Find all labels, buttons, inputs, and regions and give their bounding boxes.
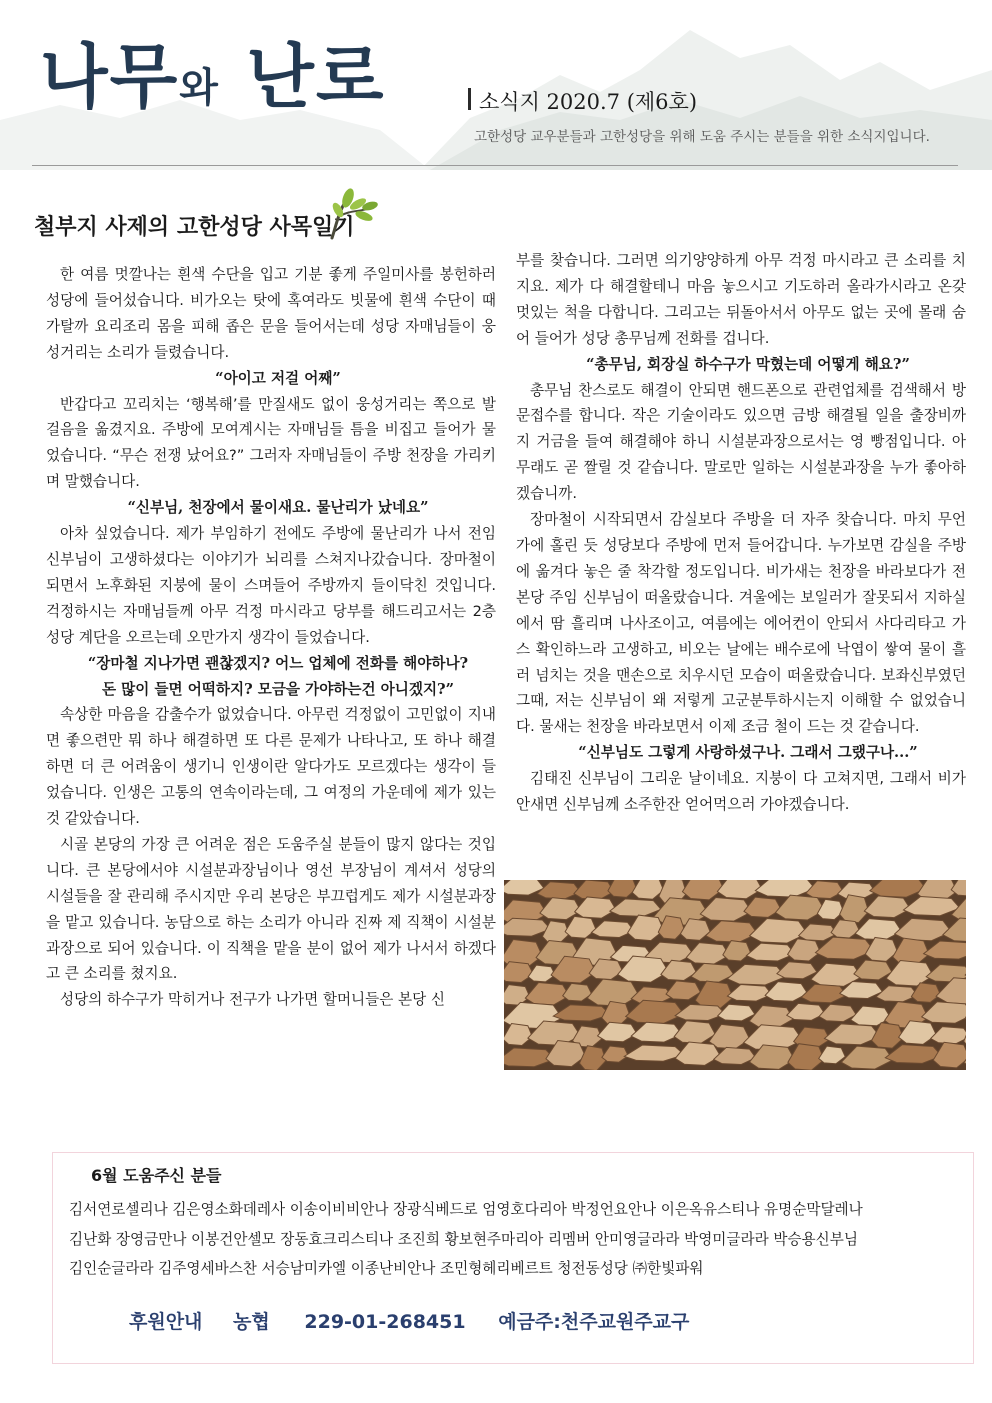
woodpile-photo: [504, 880, 966, 1070]
article-paragraph: 속상한 마음을 감출수가 없었습니다. 아무런 걱정없이 고민없이 지내면 좋으련만 뭐 하나 해결하면 또 다른 문제가 나타나고, 또 하나 해결하면 더 큰 어려움이 생기니 인생이란 알다가도 모르겠다는 생각이 들었습니다. 인생은 고통의 연속이라는데, 그 여정의 가운데에 제가 있는 것 같았습니다.: [46, 706, 496, 828]
donors-box: [52, 1152, 974, 1364]
support-account-holder: 예금주:천주교원주교구: [498, 1311, 690, 1333]
support-bank: 농협: [233, 1311, 270, 1333]
newsletter-title: [40, 36, 386, 118]
article-paragraph: 아차 싶었습니다. 제가 부임하기 전에도 주방에 물난리가 나서 전임 신부님이 고생하셨다는 이야기가 뇌리를 스쳐지나갔습니다. 장마철이 되면서 노후화된 지붕에 물이 스며들어 주방까지 들이닥친 것입니다. 걱정하시는 자매님들께 아무 걱정 마시라고 당부를 해드리고서는 2층 성당 계단을 오르는데 오만가지 생각이 들었습니다.: [46, 525, 496, 646]
issue-divider: [468, 88, 471, 110]
article-paragraph: 성당의 하수구가 막히거나 전구가 나가면 할머니들은 본당 신: [60, 991, 445, 1009]
support-account-number: 229-01-268451: [304, 1311, 466, 1333]
article-quote: “장마철 지나가면 괜찮겠지? 어느 업체에 전화를 해야하나?: [87, 654, 469, 672]
title-word-stove: 난로: [246, 36, 386, 118]
article-paragraph: 김태진 신부님이 그리운 날이네요. 지붕이 다 고쳐지면, 그래서 비가 안새면 신부님께 소주한잔 얻어먹으러 가야겠습니다.: [516, 770, 966, 814]
support-label: 후원안내: [129, 1311, 203, 1333]
article-quote: “신부님도 그렇게 사랑하셨구나. 그래서 그랬구나...”: [578, 744, 918, 762]
newsletter-subtitle: 고한성당 교우분들과 고한성당을 위해 도움 주시는 분들을 위한 소식지입니다.: [474, 129, 930, 145]
donor-list-line: 김난화 장영금만나 이봉건안셀모 장동효크리스티나 조진희 황보현주마리아 리멤버 안미영글라라 박영미글라라 박승용신부님: [69, 1231, 858, 1248]
header-rule: [32, 165, 958, 166]
article-paragraph: 한 여름 멋깔나는 흰색 수단을 입고 기분 좋게 주일미사를 봉헌하러 성당에 들어섰습니다. 비가오는 탓에 혹여라도 빗물에 흰색 수단이 때가탈까 요리조리 몸을 피해 좁은 문을 들어서는데 성당 자매님들이 웅성거리는 소리가 들렸습니다.: [46, 266, 496, 361]
title-word-tree: 나무: [40, 36, 180, 118]
article-paragraph: 총무님 찬스로도 해결이 안되면 핸드폰으로 관련업체를 검색해서 방문접수를 합니다. 작은 기술이라도 있으면 금방 해결될 일을 출장비까지 거금을 들여 해결해야 하니 시설분과장으로서는 영 빵점입니다. 아무래도 곧 짤릴 것 같습니다. 말로만 일하는 시설분과장을 누가 좋아하겠습니까.: [516, 381, 966, 503]
article-paragraph: 반갑다고 꼬리치는 ‘행복해’를 만질새도 없이 웅성거리는 쪽으로 발걸음을 옮겼지요. 주방에 모여계시는 자매님들 틈을 비집고 들어가 물었습니다. “무슨 전쟁 났어요?” 그러자 자매님들이 주방 천장을 가리키며 말했습니다.: [46, 395, 496, 491]
article-paragraph: 부를 찾습니다. 그러면 의기양양하게 아무 걱정 마시라고 큰 소리를 치지요. 제가 다 해결할테니 마음 놓으시고 기도하러 올라가시라고 온갖 멋있는 척을 다합니다. 그리고는 뒤돌아서서 아무도 없는 곳에 몰래 숨어 들어가 성당 총무님께 전화를 겁니다.: [516, 252, 966, 347]
donor-list-line: 김인순글라라 김주영세바스찬 서승남미카엘 이종난비안나 조민형헤리베르트 청전동성당 ㈜한빛파워: [69, 1260, 704, 1277]
article-quote: “아이고 저걸 어째”: [215, 369, 341, 387]
article-quote: “총무님, 회장실 하수구가 막혔는데 어떻게 해요?”: [586, 355, 910, 373]
donor-list-line: 김서연로셀리나 김은영소화데레사 이송이비비안나 장광식베드로 엄영호다리아 박정언요안나 이은옥유스티나 유명순막달레나: [69, 1201, 863, 1218]
article-quote: “신부님, 천장에서 물이새요. 물난리가 났네요”: [127, 499, 429, 517]
section-heading: 철부지 사제의 고한성당 사목일기: [34, 215, 355, 240]
sprout-icon: [318, 186, 380, 240]
article-column-left: [46, 262, 496, 1013]
donors-heading: 6월 도움주신 분들: [91, 1166, 222, 1185]
article-column-right: [516, 248, 966, 818]
article-paragraph: 시골 본당의 가장 큰 어려운 점은 도움주실 분들이 많지 않다는 것입니다. 큰 본당에서야 시설분과장님이나 영선 부장님이 계셔서 성당의 시설들을 잘 관리해 주시지만 우리 본당은 부끄럽게도 제가 시설분과장을 맡고 있습니다. 농담으로 하는 소리가 아니라 진짜 제 직책이 시설분과장으로 되어 있습니다. 이 직책을 맡을 분이 없어 제가 나서서 하겠다고 큰 소리를 쳤지요.: [46, 835, 496, 983]
title-word-and: 와: [179, 65, 220, 111]
article-paragraph: 장마철이 시작되면서 감실보다 주방을 더 자주 찾습니다. 마치 무언가에 홀린 듯 성당보다 주방에 먼저 들어갑니다. 누가보면 감실을 주방에 옮겨다 놓은 줄 착각할 정도입니다. 비가새는 천장을 바라보다가 전 본당 주임 신부님이 떠올랐습니다. 겨울에는 보일러가 잘못되서 지하실에서 땀 흘리며 나사조이고, 여름에는 에어컨이 안되서 사다리타고 가스 확인하느라 고생하고, 비오는 날에는 배수로에 낙엽이 쌓여 물이 흘러 넘치는 것을 맨손으로 치우시던 모습이 떠올랐습니다. 보좌신부였던 그때, 저는 신부님이 왜 저렇게 고군분투하시는지 이해할 수 없었습니다. 물새는 천장을 바라보면서 이제 조금 철이 드는 것 같습니다.: [516, 511, 966, 736]
support-info: [129, 1307, 689, 1334]
article-quote: 돈 많이 들면 어떡하지? 모금을 가야하는건 아니겠지?”: [101, 680, 455, 698]
issue-label: 소식지 2020.7 (제6호): [479, 90, 698, 114]
